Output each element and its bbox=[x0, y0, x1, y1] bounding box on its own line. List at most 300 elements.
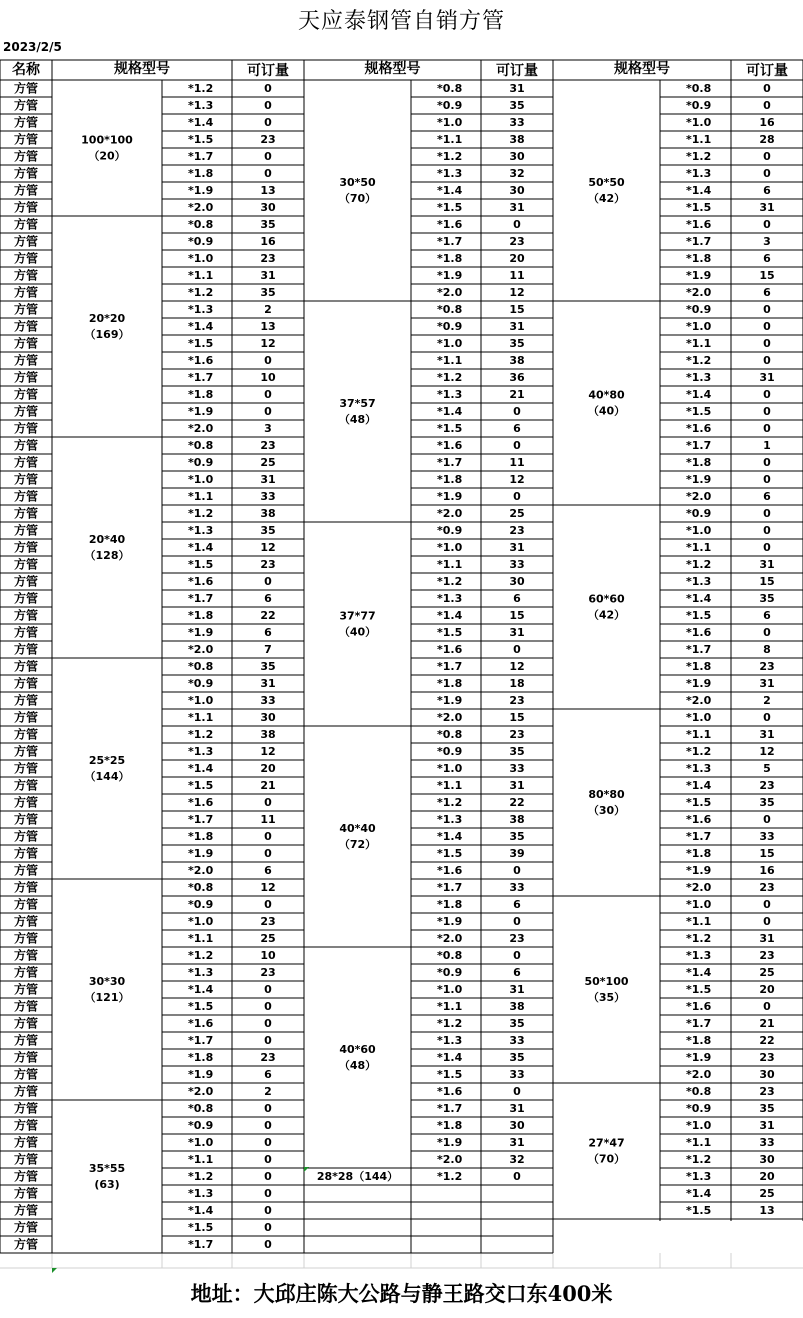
name-cell: 方管 bbox=[13, 693, 39, 708]
qty-cell: 13 bbox=[260, 320, 276, 333]
size-total: （72） bbox=[338, 838, 377, 851]
qty-cell: 0 bbox=[763, 337, 771, 350]
spec-cell: *0.9 bbox=[686, 303, 712, 316]
spec-cell: *2.0 bbox=[188, 201, 214, 214]
size-total: （128） bbox=[84, 549, 130, 562]
qty-cell: 11 bbox=[509, 456, 525, 469]
size-label: 25*25 bbox=[88, 754, 126, 767]
header-model: 规格型号 bbox=[364, 61, 421, 77]
spec-cell: *1.5 bbox=[188, 1221, 214, 1234]
spec-cell: *1.1 bbox=[437, 354, 463, 367]
qty-cell: 8 bbox=[763, 643, 771, 656]
spec-cell: *1.3 bbox=[686, 371, 712, 384]
qty-cell: 12 bbox=[260, 881, 276, 894]
spec-cell: *1.8 bbox=[188, 830, 214, 843]
spec-cell: *1.4 bbox=[686, 779, 712, 792]
spec-cell: *1.8 bbox=[437, 473, 463, 486]
qty-cell: 0 bbox=[763, 898, 771, 911]
spec-cell: *1.0 bbox=[686, 1119, 712, 1132]
qty-cell: 0 bbox=[264, 1000, 272, 1013]
qty-cell: 21 bbox=[759, 1017, 775, 1030]
qty-cell: 35 bbox=[509, 830, 525, 843]
spec-cell: *1.1 bbox=[686, 337, 712, 350]
spec-cell: *1.1 bbox=[188, 1153, 214, 1166]
spec-cell: *1.5 bbox=[686, 201, 712, 214]
qty-cell: 0 bbox=[264, 1153, 272, 1166]
qty-cell: 30 bbox=[509, 184, 525, 197]
qty-cell: 33 bbox=[509, 1034, 525, 1047]
spec-cell: *1.9 bbox=[188, 184, 214, 197]
spec-cell: *1.4 bbox=[437, 405, 463, 418]
qty-cell: 39 bbox=[509, 847, 525, 860]
spec-cell: *2.0 bbox=[437, 1153, 463, 1166]
spec-cell: *1.0 bbox=[437, 541, 463, 554]
qty-cell: 6 bbox=[264, 592, 272, 605]
name-cell: 方管 bbox=[13, 1050, 39, 1065]
name-cell: 方管 bbox=[13, 948, 39, 963]
qty-cell: 21 bbox=[509, 388, 525, 401]
name-cell: 方管 bbox=[13, 982, 39, 997]
qty-cell: 35 bbox=[260, 524, 276, 537]
qty-cell: 31 bbox=[509, 626, 525, 639]
qty-cell: 15 bbox=[509, 609, 525, 622]
name-cell: 方管 bbox=[13, 727, 39, 742]
spec-cell: *1.3 bbox=[437, 813, 463, 826]
spec-cell: *1.3 bbox=[686, 167, 712, 180]
name-cell: 方管 bbox=[13, 98, 39, 113]
spec-cell: *1.0 bbox=[686, 524, 712, 537]
name-cell: 方管 bbox=[13, 132, 39, 147]
spec-cell: *1.7 bbox=[686, 830, 712, 843]
spec-cell: *1.7 bbox=[188, 371, 214, 384]
name-cell: 方管 bbox=[13, 200, 39, 215]
name-cell: 方管 bbox=[13, 285, 39, 300]
spec-cell: *2.0 bbox=[686, 490, 712, 503]
spec-cell: *2.0 bbox=[686, 881, 712, 894]
qty-cell: 6 bbox=[763, 252, 771, 265]
qty-cell: 0 bbox=[763, 167, 771, 180]
qty-cell: 12 bbox=[759, 745, 775, 758]
spec-cell: *1.8 bbox=[437, 677, 463, 690]
spec-cell: *0.9 bbox=[188, 1119, 214, 1132]
spec-cell: *1.8 bbox=[188, 388, 214, 401]
spec-cell: *1.4 bbox=[188, 320, 214, 333]
spec-cell: *1.3 bbox=[188, 99, 214, 112]
qty-cell: 25 bbox=[759, 1187, 775, 1200]
qty-cell: 23 bbox=[260, 439, 276, 452]
spec-cell: *1.6 bbox=[437, 864, 463, 877]
size-total: （121） bbox=[84, 991, 130, 1004]
size-total: （48） bbox=[338, 1059, 377, 1072]
spec-cell: *1.9 bbox=[686, 864, 712, 877]
qty-cell: 0 bbox=[264, 796, 272, 809]
qty-cell: 2 bbox=[763, 694, 771, 707]
spec-cell: *2.0 bbox=[188, 864, 214, 877]
qty-cell: 33 bbox=[509, 558, 525, 571]
qty-cell: 33 bbox=[509, 881, 525, 894]
spec-cell: *1.2 bbox=[437, 150, 463, 163]
spec-cell: *1.1 bbox=[686, 541, 712, 554]
qty-cell: 2 bbox=[264, 303, 272, 316]
name-cell: 方管 bbox=[13, 1152, 39, 1167]
qty-cell: 0 bbox=[264, 354, 272, 367]
name-cell: 方管 bbox=[13, 710, 39, 725]
qty-cell: 0 bbox=[513, 405, 521, 418]
spec-cell: *1.4 bbox=[188, 116, 214, 129]
spec-cell: *1.9 bbox=[437, 269, 463, 282]
size-total: （169） bbox=[84, 328, 130, 341]
name-cell: 方管 bbox=[13, 149, 39, 164]
qty-cell: 0 bbox=[763, 354, 771, 367]
qty-cell: 31 bbox=[759, 728, 775, 741]
spec-cell: *1.3 bbox=[188, 745, 214, 758]
qty-cell: 6 bbox=[513, 898, 521, 911]
spec-cell: *1.5 bbox=[437, 847, 463, 860]
name-cell: 方管 bbox=[13, 1237, 39, 1252]
qty-cell: 11 bbox=[260, 813, 276, 826]
name-cell: 方管 bbox=[13, 234, 39, 249]
size-label: 20*20 bbox=[88, 312, 126, 325]
qty-cell: 13 bbox=[260, 184, 276, 197]
qty-cell: 30 bbox=[759, 1068, 775, 1081]
spec-cell: *1.5 bbox=[437, 422, 463, 435]
qty-cell: 23 bbox=[509, 932, 525, 945]
spec-cell: *1.7 bbox=[437, 660, 463, 673]
qty-cell: 23 bbox=[509, 694, 525, 707]
spec-cell: *1.3 bbox=[686, 762, 712, 775]
qty-cell: 35 bbox=[260, 286, 276, 299]
name-cell: 方管 bbox=[13, 914, 39, 929]
qty-cell: 35 bbox=[509, 745, 525, 758]
qty-cell: 22 bbox=[509, 796, 525, 809]
qty-cell: 16 bbox=[759, 864, 775, 877]
spec-cell: *0.9 bbox=[188, 898, 214, 911]
spec-cell: *2.0 bbox=[437, 932, 463, 945]
name-cell: 方管 bbox=[13, 1033, 39, 1048]
qty-cell: 0 bbox=[513, 864, 521, 877]
qty-cell: 23 bbox=[759, 779, 775, 792]
spec-cell: *1.2 bbox=[686, 558, 712, 571]
name-cell: 方管 bbox=[13, 880, 39, 895]
spec-cell: *1.6 bbox=[188, 575, 214, 588]
qty-cell: 15 bbox=[759, 269, 775, 282]
name-cell: 方管 bbox=[13, 472, 39, 487]
spec-cell: *1.8 bbox=[686, 660, 712, 673]
spec-cell: *2.0 bbox=[188, 422, 214, 435]
name-cell: 方管 bbox=[13, 744, 39, 759]
spec-cell: *1.3 bbox=[686, 949, 712, 962]
spec-cell: *1.7 bbox=[437, 235, 463, 248]
spec-cell: *1.2 bbox=[686, 354, 712, 367]
spec-cell: *1.6 bbox=[437, 218, 463, 231]
qty-cell: 35 bbox=[759, 796, 775, 809]
qty-cell: 38 bbox=[509, 1000, 525, 1013]
spec-cell: *1.7 bbox=[188, 592, 214, 605]
spec-cell: *1.7 bbox=[437, 456, 463, 469]
qty-cell: 31 bbox=[260, 677, 276, 690]
name-cell: 方管 bbox=[13, 897, 39, 912]
qty-cell: 31 bbox=[260, 473, 276, 486]
spec-cell: *1.2 bbox=[437, 796, 463, 809]
spec-cell: *1.1 bbox=[188, 490, 214, 503]
qty-cell: 0 bbox=[264, 1119, 272, 1132]
spec-cell: *1.4 bbox=[686, 966, 712, 979]
name-cell: 方管 bbox=[13, 1016, 39, 1031]
qty-cell: 21 bbox=[260, 779, 276, 792]
spec-cell: *1.2 bbox=[188, 949, 214, 962]
spec-cell: *1.4 bbox=[437, 1051, 463, 1064]
qty-cell: 31 bbox=[759, 677, 775, 690]
spec-cell: *1.4 bbox=[437, 609, 463, 622]
spec-cell: *1.1 bbox=[686, 728, 712, 741]
spec-cell: *1.3 bbox=[188, 524, 214, 537]
name-cell: 方管 bbox=[13, 846, 39, 861]
cell-marker-icon bbox=[304, 1167, 309, 1172]
qty-cell: 2 bbox=[264, 1085, 272, 1098]
size-label: 37*57 bbox=[339, 397, 376, 410]
qty-cell: 35 bbox=[509, 1017, 525, 1030]
qty-cell: 0 bbox=[513, 915, 521, 928]
spec-cell: *1.4 bbox=[188, 541, 214, 554]
page-title: 天应泰钢管自销方管 bbox=[297, 9, 505, 34]
qty-cell: 23 bbox=[260, 915, 276, 928]
spec-cell: *1.3 bbox=[437, 167, 463, 180]
qty-cell: 0 bbox=[763, 473, 771, 486]
spec-cell: *2.0 bbox=[686, 286, 712, 299]
name-cell: 方管 bbox=[13, 166, 39, 181]
qty-cell: 0 bbox=[264, 830, 272, 843]
qty-cell: 0 bbox=[763, 99, 771, 112]
size-total: （20） bbox=[88, 149, 126, 163]
qty-cell: 23 bbox=[260, 133, 276, 146]
spec-cell: *0.8 bbox=[188, 881, 214, 894]
qty-cell: 0 bbox=[264, 1221, 272, 1234]
spec-cell: *1.5 bbox=[686, 796, 712, 809]
qty-cell: 31 bbox=[509, 541, 525, 554]
spec-cell: *1.3 bbox=[686, 1170, 712, 1183]
name-cell: 方管 bbox=[13, 659, 39, 674]
spec-cell: *1.6 bbox=[437, 643, 463, 656]
spec-cell: *1.6 bbox=[188, 796, 214, 809]
qty-cell: 32 bbox=[509, 167, 525, 180]
qty-cell: 35 bbox=[260, 218, 276, 231]
size-label: 60*60 bbox=[588, 592, 625, 606]
qty-cell: 6 bbox=[763, 286, 771, 299]
size-total: （42） bbox=[587, 192, 626, 205]
spec-cell: *0.8 bbox=[437, 949, 463, 962]
qty-cell: 35 bbox=[509, 1051, 525, 1064]
spec-cell: *1.5 bbox=[188, 558, 214, 571]
qty-cell: 31 bbox=[509, 201, 525, 214]
qty-cell: 33 bbox=[260, 694, 276, 707]
spec-cell: *0.8 bbox=[437, 303, 463, 316]
qty-cell: 0 bbox=[513, 643, 521, 656]
name-cell: 方管 bbox=[13, 608, 39, 623]
spec-cell: *1.2 bbox=[686, 932, 712, 945]
spec-cell: *1.0 bbox=[437, 337, 463, 350]
spec-cell: *2.0 bbox=[437, 507, 463, 520]
qty-cell: 0 bbox=[513, 1170, 521, 1183]
spec-cell: *1.7 bbox=[188, 813, 214, 826]
qty-cell: 0 bbox=[264, 847, 272, 860]
size-label: 30*50 bbox=[339, 176, 376, 189]
spec-cell: *0.9 bbox=[188, 235, 214, 248]
spec-cell: *1.0 bbox=[686, 898, 712, 911]
size-label: 100*100 bbox=[81, 133, 133, 147]
qty-cell: 13 bbox=[759, 1204, 775, 1217]
size-total: （48） bbox=[338, 413, 377, 426]
qty-cell: 11 bbox=[509, 269, 525, 282]
spec-cell: *0.8 bbox=[188, 1102, 214, 1115]
qty-cell: 16 bbox=[759, 116, 775, 129]
size-label: 50*100 bbox=[584, 975, 629, 988]
spec-cell: *1.3 bbox=[686, 575, 712, 588]
name-cell: 方管 bbox=[13, 1135, 39, 1150]
spec-cell: *1.9 bbox=[188, 626, 214, 639]
name-cell: 方管 bbox=[13, 421, 39, 436]
spec-cell: *1.4 bbox=[188, 983, 214, 996]
qty-cell: 22 bbox=[260, 609, 276, 622]
header-model: 规格型号 bbox=[114, 61, 170, 77]
qty-cell: 7 bbox=[264, 643, 272, 656]
spec-cell: *1.0 bbox=[686, 320, 712, 333]
qty-cell: 20 bbox=[759, 983, 775, 996]
spec-cell: *1.1 bbox=[437, 133, 463, 146]
name-cell: 方管 bbox=[13, 370, 39, 385]
qty-cell: 25 bbox=[260, 456, 276, 469]
qty-cell: 23 bbox=[509, 235, 525, 248]
name-cell: 方管 bbox=[13, 81, 39, 96]
qty-cell: 30 bbox=[260, 201, 276, 214]
qty-cell: 12 bbox=[509, 286, 525, 299]
spec-cell: *1.9 bbox=[686, 473, 712, 486]
qty-cell: 0 bbox=[264, 405, 272, 418]
name-cell: 方管 bbox=[13, 778, 39, 793]
size-label: 40*40 bbox=[339, 822, 376, 835]
qty-cell: 31 bbox=[509, 779, 525, 792]
cell-marker-icon bbox=[52, 1268, 57, 1273]
qty-cell: 12 bbox=[509, 660, 525, 673]
spec-cell: *1.1 bbox=[437, 1000, 463, 1013]
qty-cell: 30 bbox=[509, 575, 525, 588]
spec-cell: *2.0 bbox=[188, 1085, 214, 1098]
qty-cell: 6 bbox=[264, 626, 272, 639]
spec-cell: *0.9 bbox=[686, 1102, 712, 1115]
spec-cell: *1.6 bbox=[686, 218, 712, 231]
spec-cell: *1.9 bbox=[188, 847, 214, 860]
spec-cell: *1.8 bbox=[686, 847, 712, 860]
qty-cell: 22 bbox=[759, 1034, 775, 1047]
header-model: 规格型号 bbox=[614, 61, 670, 77]
qty-cell: 31 bbox=[759, 1119, 775, 1132]
name-cell: 方管 bbox=[13, 863, 39, 878]
qty-cell: 20 bbox=[759, 1170, 775, 1183]
qty-cell: 16 bbox=[260, 235, 276, 248]
spec-cell: *1.0 bbox=[188, 252, 214, 265]
qty-cell: 31 bbox=[509, 983, 525, 996]
spec-cell: *1.7 bbox=[686, 439, 712, 452]
spec-cell: *1.8 bbox=[188, 1051, 214, 1064]
size-label: 30*30 bbox=[88, 975, 126, 988]
qty-cell: 15 bbox=[509, 711, 525, 724]
qty-cell: 0 bbox=[763, 218, 771, 231]
qty-cell: 33 bbox=[509, 762, 525, 775]
spec-cell: *1.7 bbox=[437, 881, 463, 894]
name-cell: 方管 bbox=[13, 591, 39, 606]
spec-cell: *1.8 bbox=[188, 167, 214, 180]
name-cell: 方管 bbox=[13, 557, 39, 572]
name-cell: 方管 bbox=[13, 999, 39, 1014]
qty-cell: 31 bbox=[260, 269, 276, 282]
spec-cell: *0.9 bbox=[437, 99, 463, 112]
spec-cell: *1.4 bbox=[188, 1204, 214, 1217]
spec-cell: *1.2 bbox=[686, 1153, 712, 1166]
qty-cell: 0 bbox=[264, 983, 272, 996]
spec-cell: *1.6 bbox=[686, 1000, 712, 1013]
spec-cell: *1.2 bbox=[437, 575, 463, 588]
spec-cell: *1.0 bbox=[437, 762, 463, 775]
qty-cell: 38 bbox=[509, 133, 525, 146]
name-cell: 方管 bbox=[13, 1118, 39, 1133]
spec-cell: *0.9 bbox=[437, 966, 463, 979]
qty-cell: 31 bbox=[509, 1136, 525, 1149]
qty-cell: 15 bbox=[759, 847, 775, 860]
spec-cell: *1.7 bbox=[686, 643, 712, 656]
spec-cell: *1.2 bbox=[188, 286, 214, 299]
qty-cell: 0 bbox=[763, 524, 771, 537]
qty-cell: 0 bbox=[264, 150, 272, 163]
qty-cell: 0 bbox=[264, 1170, 272, 1183]
qty-cell: 6 bbox=[763, 184, 771, 197]
spec-cell: *0.8 bbox=[686, 82, 712, 95]
spec-cell: *0.8 bbox=[188, 660, 214, 673]
spec-cell: *1.2 bbox=[437, 1017, 463, 1030]
spec-cell: *1.8 bbox=[188, 609, 214, 622]
spec-cell: *0.9 bbox=[437, 745, 463, 758]
spec-cell: *1.0 bbox=[188, 473, 214, 486]
name-cell: 方管 bbox=[13, 319, 39, 334]
qty-cell: 0 bbox=[513, 1085, 521, 1098]
name-cell: 方管 bbox=[13, 676, 39, 691]
spec-cell: *1.7 bbox=[686, 235, 712, 248]
qty-cell: 33 bbox=[509, 116, 525, 129]
qty-cell: 0 bbox=[763, 82, 771, 95]
qty-cell: 5 bbox=[763, 762, 771, 775]
qty-cell: 31 bbox=[509, 320, 525, 333]
qty-cell: 23 bbox=[509, 728, 525, 741]
qty-cell: 23 bbox=[509, 524, 525, 537]
qty-cell: 23 bbox=[759, 949, 775, 962]
spec-cell: *1.0 bbox=[188, 915, 214, 928]
spec-cell: *1.8 bbox=[686, 252, 712, 265]
qty-cell: 23 bbox=[260, 558, 276, 571]
name-cell: 方管 bbox=[13, 489, 39, 504]
spec-cell: *1.1 bbox=[188, 269, 214, 282]
spec-cell: *1.0 bbox=[188, 1136, 214, 1149]
name-cell: 方管 bbox=[13, 1101, 39, 1116]
spec-cell: *1.6 bbox=[686, 626, 712, 639]
qty-cell: 31 bbox=[759, 201, 775, 214]
spec-cell: *1.6 bbox=[437, 439, 463, 452]
spec-cell: *1.5 bbox=[686, 1204, 712, 1217]
qty-cell: 0 bbox=[513, 949, 521, 962]
name-cell: 方管 bbox=[13, 251, 39, 266]
name-cell: 方管 bbox=[13, 404, 39, 419]
spec-cell: *1.4 bbox=[686, 1187, 712, 1200]
spec-cell: *1.2 bbox=[437, 1170, 463, 1183]
qty-cell: 0 bbox=[763, 150, 771, 163]
spec-cell: *1.4 bbox=[437, 830, 463, 843]
